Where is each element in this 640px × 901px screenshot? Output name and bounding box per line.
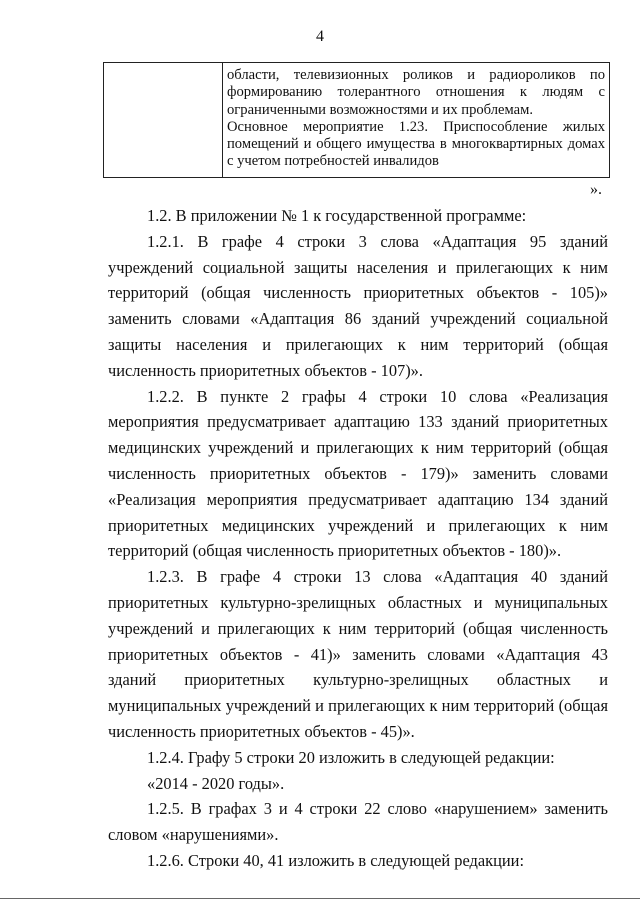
paragraph: 1.2.3. В графе 4 строки 13 слова «Адаптация 40 зданий приоритетных культурно-зрелищных областных и муниципальных учреждений и прилегающих к ним территорий (общая численность приоритетных объектов - 41)» заменить словами «Адаптация 43 зданий приоритетных культурно-зрелищных областных и муниципальных учреждений и прилегающих к ним территорий (общая численность приоритетных объектов - 45)». xyxy=(108,567,608,741)
table-line: области, телевизионных роликов и радиороликов по формированию толерантного отношения к людям с ограниченными возможностями и их проблемам. xyxy=(227,67,605,118)
document-body xyxy=(108,203,608,874)
amendment-table-fragment xyxy=(103,62,610,178)
scan-edge-line xyxy=(0,898,640,899)
paragraph: 1.2. В приложении № 1 к государственной программе: xyxy=(147,206,527,225)
paragraph: 1.2.2. В пункте 2 графы 4 строки 10 слова «Реализация мероприятия предусматривает адаптацию 133 зданий приоритетных медицинских учреждений и прилегающих к ним территорий (общая численность приоритетных объектов - 179)» заменить словами «Реализация мероприятия предусматривает адаптацию 134 зданий приоритетных медицинских учреждений и прилегающих к ним территорий (общая численность приоритетных объектов - 180)». xyxy=(108,386,608,561)
table-line: Основное мероприятие 1.23. Приспособление жилых помещений и общего имущества в многоквартирных домах с учетом потребностей инвалидов xyxy=(227,118,605,170)
paragraph: 1.2.4. Графу 5 строки 20 изложить в следующей редакции: xyxy=(147,747,555,767)
paragraph: 1.2.1. В графе 4 строки 3 слова «Адаптация 95 зданий учреждений социальной защиты населения и прилегающих к ним территорий (общая численность приоритетных объектов - 105)» заменить словами «Адаптация 86 зданий учреждений социальной защиты населения и прилегающих к ним территорий (общая численность приоритетных объектов - 107)». xyxy=(108,231,608,380)
closing-quote: ». xyxy=(590,181,602,198)
paragraph: «2014 - 2020 годы». xyxy=(147,773,285,793)
page-number: 4 xyxy=(316,28,324,45)
paragraph: 1.2.5. В графах 3 и 4 строки 22 слово «нарушением» заменить словом «нарушениями». xyxy=(108,799,608,845)
paragraph: 1.2.6. Строки 40, 41 изложить в следующей редакции: xyxy=(147,850,524,870)
table-text-cell xyxy=(223,63,609,177)
table-empty-cell xyxy=(104,63,223,177)
